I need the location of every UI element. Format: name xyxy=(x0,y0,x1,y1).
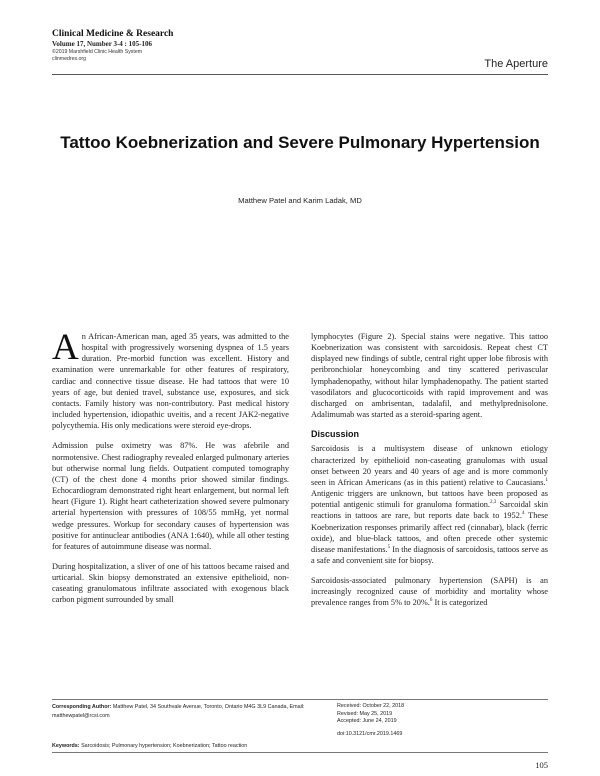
paragraph-case-intro xyxy=(52,327,289,431)
bottom-divider xyxy=(52,752,548,753)
journal-copyright: ©2019 Marshfield Clinic Health System xyxy=(52,49,143,55)
text-run: These Koebnerization responses primarily affect red (cinnabar), black (ferric oxide), and blue-black tattoos, and often precede other systemic disease manifestations. xyxy=(311,511,548,554)
text-run: Antigenic triggers are unknown, but tattoos have been proposed as potential antigenic stimuli for granuloma formation. xyxy=(311,489,548,510)
article-authors: Matthew Patel and Karim Ladak, MD xyxy=(238,196,362,205)
section-label: The Aperture xyxy=(484,58,548,70)
article-title: Tattoo Koebnerization and Severe Pulmonary Hypertension xyxy=(60,133,540,152)
citation-ref: 4 xyxy=(521,511,525,517)
keywords xyxy=(52,743,548,749)
journal-volume: Volume 17, Number 3-4 : 105-106 xyxy=(52,40,152,48)
citation-ref: 6 xyxy=(429,598,433,604)
corr-label: Corresponding Author: xyxy=(52,704,112,710)
drop-cap: A xyxy=(52,327,79,368)
paragraph-discussion-2 xyxy=(311,575,548,608)
citation-ref: 2,3 xyxy=(489,500,497,506)
citation-ref: 5 xyxy=(387,545,391,551)
text-run: Sarcoidal skin reactions in tattoos are rare, but reports date back to 1952. xyxy=(311,500,549,521)
doi: doi:10.3121/cmr.2019.1469 xyxy=(337,731,403,737)
received-date: Received: October 22, 2018 xyxy=(337,703,405,709)
paragraph-admission: Admission pulse oximetry was 87%. He was afebrile and normotensive. Chest radiography revealed enlarged pulmonary arteries but otherwise normal lung fields. Outpatient computed tomography (CT) of the chest done 4 months prior showed similar findings. Echocardiogram demonstrated right heart enlargement, but normal left heart (Figure 1). Right heart catheterization showed severe pulmonary arterial hypertension with pressures of 108/55 mmHg, yet normal wedge pressures. Workup for secondary causes of hypertension was positive for antinuclear antibodies (ANA 1:640), while all other testing for features of autoimmune disease was normal. xyxy=(52,441,289,551)
paragraph-hospitalization: During hospitalization, a sliver of one of his tattoos became raised and urticarial. Skin biopsy demonstrated an extensive epithelioid, non-caseating granulomatous infiltrate associated with exogenous black carbon pigment surrounded by small xyxy=(52,561,289,605)
page-number: 105 xyxy=(535,760,548,770)
paragraph-discussion-1 xyxy=(311,443,548,566)
text-run: It is categorized xyxy=(432,598,488,608)
article-dates xyxy=(337,703,547,726)
paragraph-biopsy-continued: lymphocytes (Figure 2). Special stains were negative. This tattoo Koebnerization was consistent with sarcoidosis. Repeat chest CT displayed new findings of subtle, central right upper lobe fibrosis with peribronchiolar honeycombing and tiny scattered perivascular lymphadenopathy, without hilar lymphadenopathy. The patient started vasodilators and glucocorticoids with rapid improvement and was discharged on ambrisentan, tadalafil, and methylprednisolone. Adalimumab was started as a steroid-sparing agent. xyxy=(311,332,548,420)
accepted-date: Accepted: June 24, 2019 xyxy=(337,718,397,725)
text-run: Sarcoidosis is a multisystem disease of unknown etiology characterized by epithelioid non-caseating granulomas with usual onset between 20 years and 40 years of age and is more commonly seen in African Americans (as in this patient) relative to Caucasians. xyxy=(311,444,548,487)
keywords-label: Keywords: xyxy=(52,743,80,749)
corresponding-author xyxy=(52,703,317,720)
discussion-heading: Discussion xyxy=(311,429,360,440)
paragraph-text: n African-American man, aged 35 years, was admitted to the hospital with progressively worsening dyspnea of 1.5 years duration. Pre-morbid function was excellent. History and examination were unremarkable for other features of respiratory, cardiac and connective tissue disease. He had tattoos that were 10 years of age, but denied travel, substance use, exposures, and sick contacts. Family history was non-contributory. Past medical history included hypertension, idiopathic uveitis, and a recent JAK2-negative polycythemia. His only medications were steroid eye-drops. xyxy=(52,332,289,431)
journal-website: clinmedres.org xyxy=(52,56,87,62)
footer-divider xyxy=(52,699,548,700)
body-column-left xyxy=(52,327,289,615)
body-column-right xyxy=(311,331,548,618)
text-run: In the diagnosis of sarcoidosis, tattoos serve as a safe and convenient site for biopsy. xyxy=(311,544,549,565)
corr-text: Matthew Patel, 34 Southvale Avenue, Toronto, Ontario M4G 3L9 Canada, Email: matthewpatel@rcsi.com xyxy=(52,704,305,719)
text-run: Sarcoidosis-associated pulmonary hypertension (SAPH) is an increasingly recognized cause of morbidity and mortality whose prevalence ranges from 5% to 20%. xyxy=(311,576,548,608)
keywords-text: Sarcoidosis; Pulmonary hypertension; Koebnerization; Tattoo reaction xyxy=(81,743,248,749)
journal-name: Clinical Medicine & Research xyxy=(52,29,174,39)
header-divider xyxy=(52,74,548,75)
journal-header xyxy=(52,28,312,63)
citation-ref: 1 xyxy=(545,478,548,484)
revised-date: Revised: May 25, 2019 xyxy=(337,710,393,717)
